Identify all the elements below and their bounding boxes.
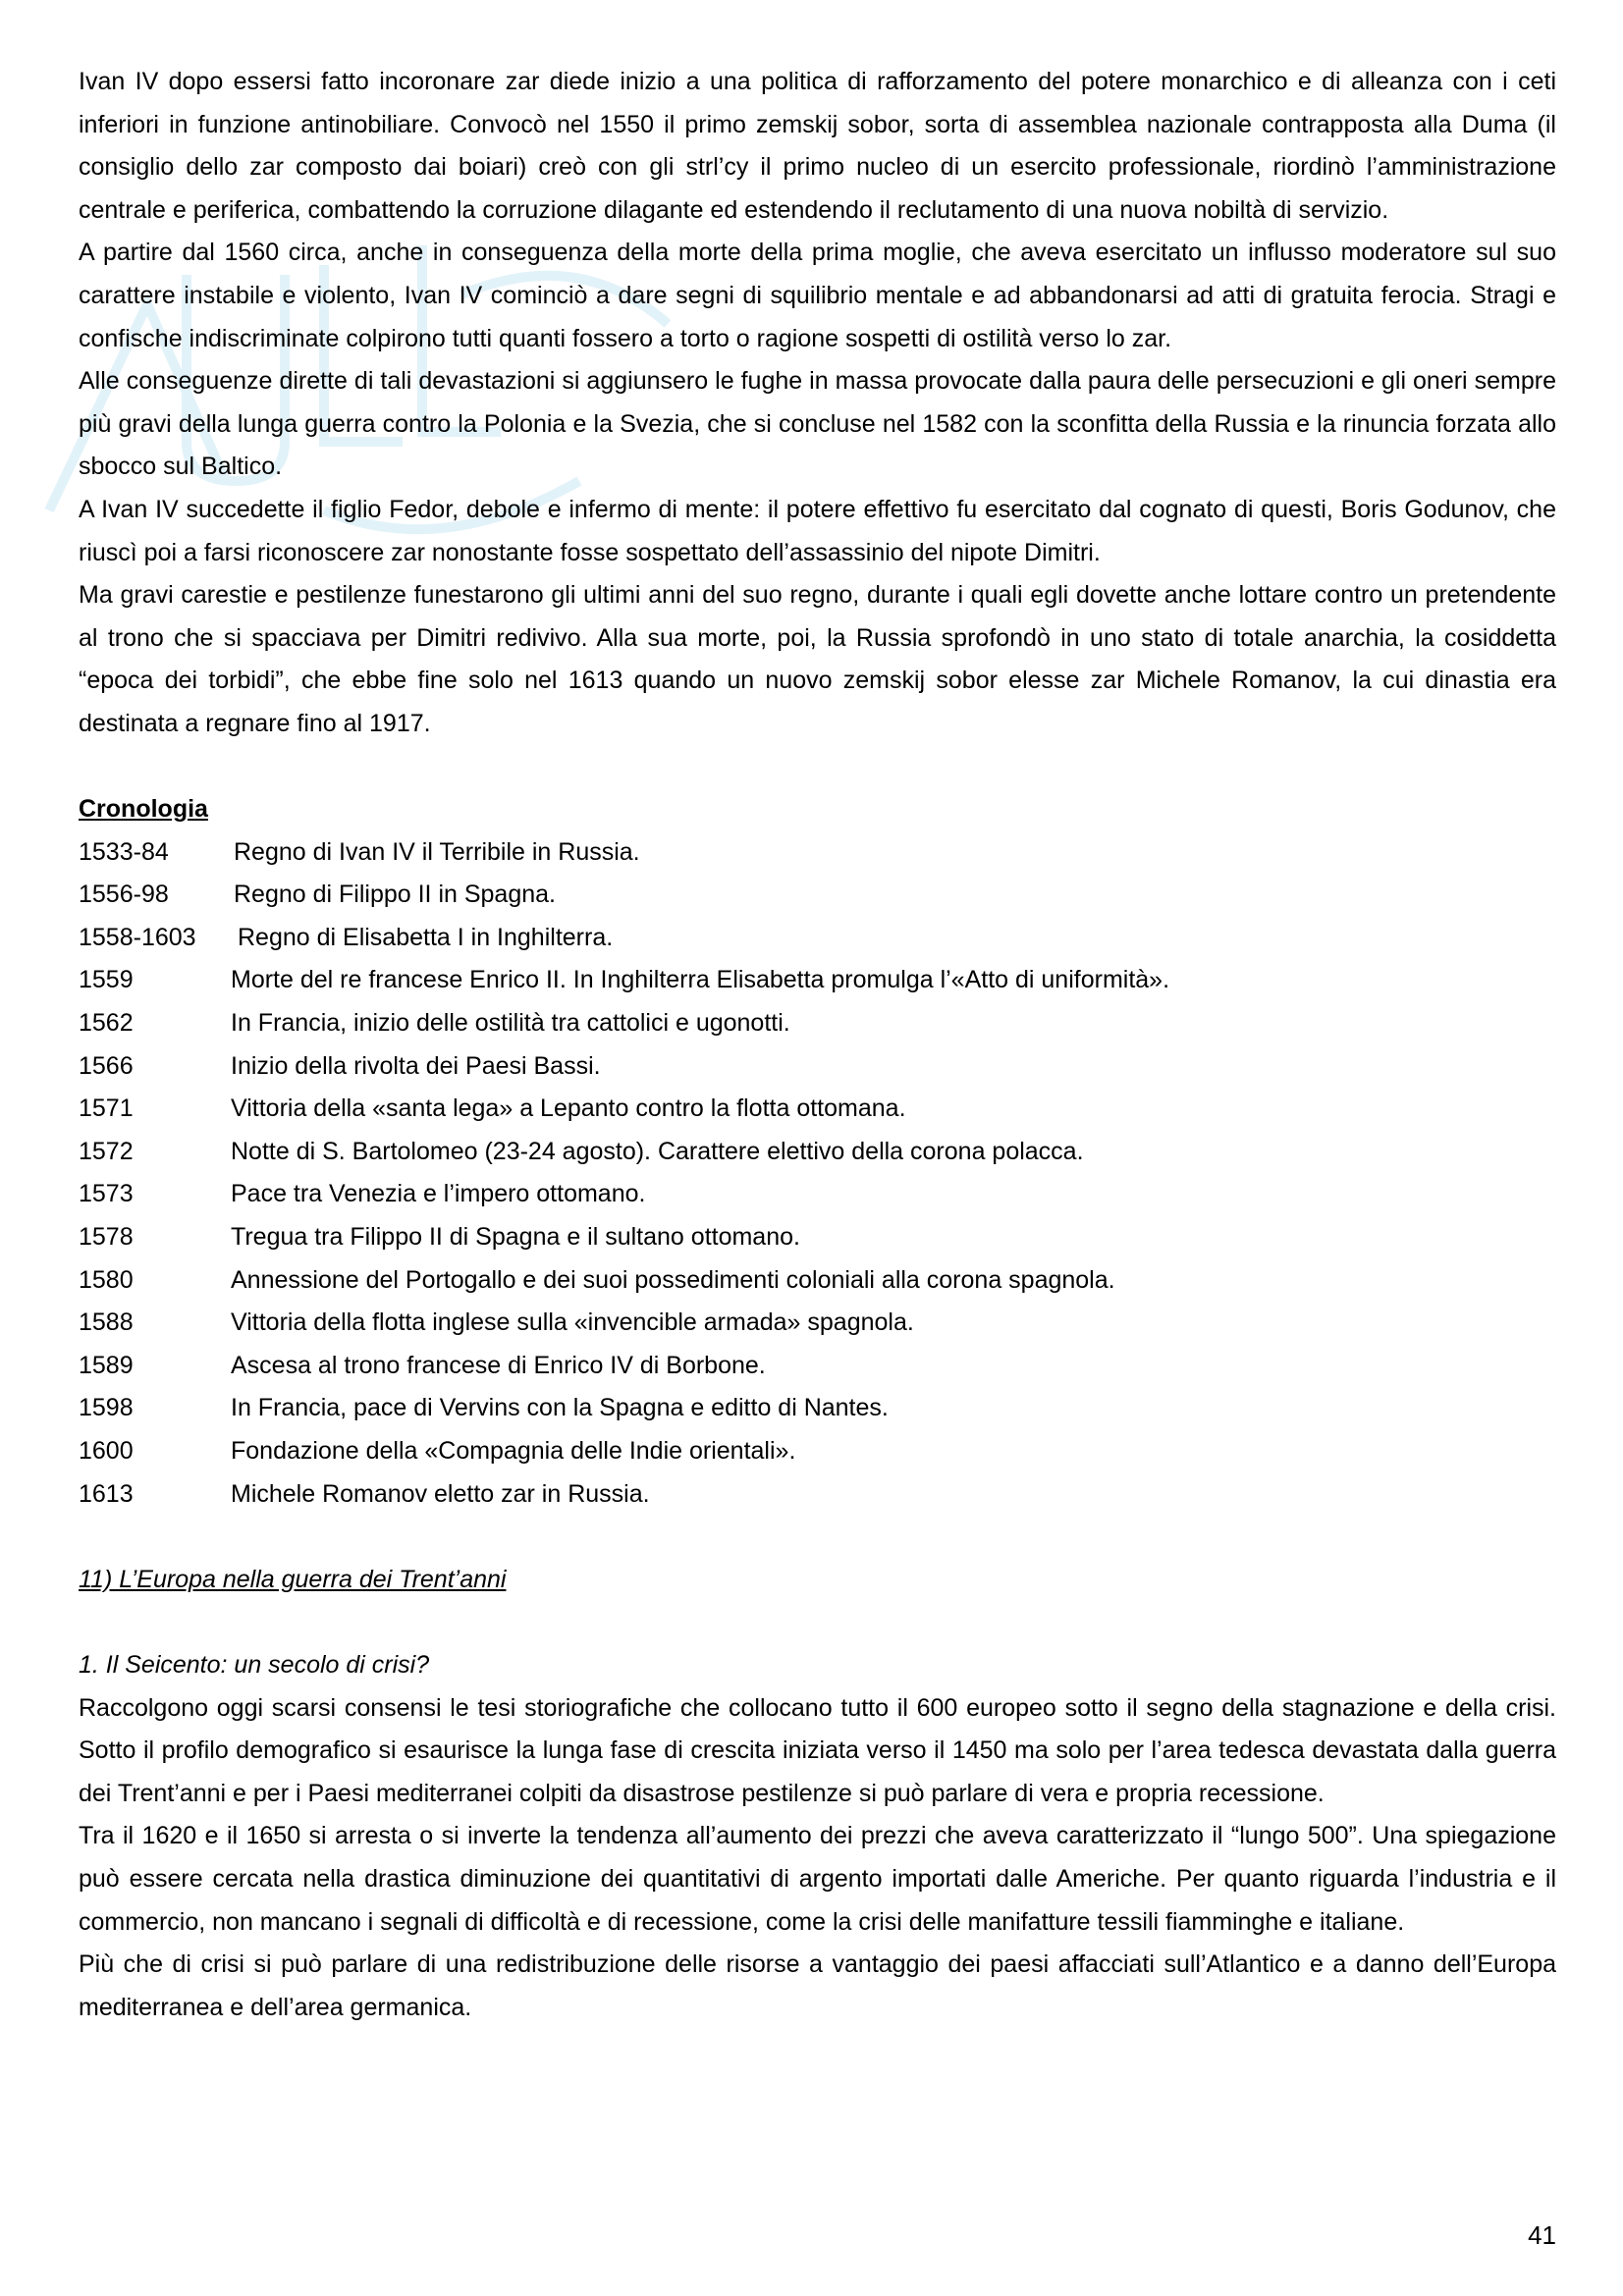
chronology-event: Regno di Elisabetta I in Inghilterra.	[238, 923, 614, 951]
chronology-year: 1559	[79, 966, 134, 994]
chronology-row	[79, 1131, 1556, 1174]
chronology-year: 1562	[79, 1009, 134, 1038]
chronology-year: 1589	[79, 1351, 134, 1379]
chronology-row	[79, 1216, 1556, 1259]
chronology-row	[79, 1045, 1556, 1089]
chronology-year: 1558-1603	[79, 923, 196, 951]
paragraph: Tra il 1620 e il 1650 si arresta o si inverte la tendenza all’aumento dei prezzi che aveva caratterizzato il “lungo 500”. Una spiegazione può essere cercata nella drastica diminuzione dei quantitativi di argento importati dalle Americhe. Per quanto riguarda l’industria e il commercio, non mancano i segnali di difficoltà e di recessione, come la crisi delle manifatture tessili fiamminghe e italiane.	[79, 1822, 1556, 1936]
chronology-event: Notte di S. Bartolomeo (23-24 agosto). Carattere elettivo della corona polacca.	[231, 1137, 1084, 1165]
chronology-row	[79, 1302, 1556, 1345]
chronology-row	[79, 874, 1556, 917]
paragraph: Ivan IV dopo essersi fatto incoronare zar diede inizio a una politica di rafforzamento del potere monarchico e di alleanza con i ceti inferiori in funzione antinobiliare. Convocò nel 1550 il primo zemskij sobor, sorta di assemblea nazionale contrapposta alla Duma (il consiglio dello zar composto dai boiari) creò con gli strl’cy il primo nucleo di un esercito professionale, riordinò l’amministrazione centrale e periferica, combattendo la corruzione dilagante ed estendendo il reclutamento di una nuova nobiltà di servizio.	[79, 68, 1556, 224]
chronology-row	[79, 1430, 1556, 1473]
section-title: 1. Il Seicento: un secolo di crisi?	[79, 1650, 430, 1679]
chronology-title: Cronologia	[79, 795, 208, 824]
chronology-year: 1572	[79, 1137, 134, 1165]
chronology-row	[79, 1387, 1556, 1430]
chronology-event: Inizio della rivolta dei Paesi Bassi.	[231, 1051, 601, 1080]
chapter-title: 11) L’Europa nella guerra dei Trent’anni	[79, 1565, 507, 1593]
chronology-row	[79, 1173, 1556, 1216]
chronology-event: Tregua tra Filippo II di Spagna e il sultano ottomano.	[231, 1223, 800, 1252]
chronology-year: 1580	[79, 1265, 134, 1294]
chronology-event: Regno di Filippo II in Spagna.	[234, 881, 556, 909]
section-paragraphs	[79, 1687, 1556, 2030]
chronology-event: Vittoria della «santa lega» a Lepanto contro la flotta ottomana.	[231, 1095, 906, 1123]
page-number: 41	[1528, 2220, 1556, 2250]
chronology-event: Vittoria della flotta inglese sulla «invencible armada» spagnola.	[231, 1308, 914, 1337]
intro-paragraphs	[79, 61, 1556, 746]
chronology-row	[79, 959, 1556, 1002]
chronology-year: 1600	[79, 1437, 134, 1465]
chronology-year: 1573	[79, 1180, 134, 1208]
paragraph: A Ivan IV succedette il figlio Fedor, debole e infermo di mente: il potere effettivo fu esercitato dal cognato di questi, Boris Godunov, che riuscì poi a farsi riconoscere zar nonostante fosse sospettato dell’assassinio del nipote Dimitri.	[79, 495, 1556, 566]
chronology-row	[79, 1259, 1556, 1303]
chronology-year: 1598	[79, 1394, 134, 1422]
paragraph: A partire dal 1560 circa, anche in conseguenza della morte della prima moglie, che aveva esercitato un influsso moderatore sul suo carattere instabile e violento, Ivan IV cominciò a dare segni di squilibrio mentale e ad abbandonarsi ad atti di gratuita ferocia. Stragi e confische indiscriminate colpirono tutti quanti fossero a torto o ragione sospetti di ostilità verso lo zar.	[79, 239, 1556, 352]
paragraph: Alle conseguenze dirette di tali devastazioni si aggiunsero le fughe in massa provocate dalla paura delle persecuzioni e gli oneri sempre più gravi della lunga guerra contro la Polonia e la Svezia, che si concluse nel 1582 con la sconfitta della Russia e la rinuncia forzata allo sbocco sul Baltico.	[79, 367, 1556, 481]
chronology-section	[79, 788, 1556, 1516]
paragraph: Raccolgono oggi scarsi consensi le tesi storiografiche che collocano tutto il 600 europeo sotto il segno della stagnazione e della crisi. Sotto il profilo demografico si esaurisce la lunga fase di crescita iniziata verso il 1450 ma solo per l’area tedesca devastata dalla guerra dei Trent’anni e per i Paesi mediterranei colpiti da disastrose pestilenze si può parlare di vera e propria recessione.	[79, 1693, 1556, 1807]
chronology-year: 1613	[79, 1479, 134, 1508]
chronology-year: 1588	[79, 1308, 134, 1337]
chronology-event: Michele Romanov eletto zar in Russia.	[231, 1479, 650, 1508]
chronology-row	[79, 1088, 1556, 1131]
paragraph: Ma gravi carestie e pestilenze funestarono gli ultimi anni del suo regno, durante i quali egli dovette anche lottare contro un pretendente al trono che si spacciava per Dimitri redivivo. Alla sua morte, poi, la Russia sprofondò in uno stato di totale anarchia, la cosiddetta “epoca dei torbidi”, che ebbe fine solo nel 1613 quando un nuovo zemskij sobor elesse zar Michele Romanov, la cui dinastia era destinata a regnare fino al 1917.	[79, 581, 1556, 737]
chronology-year: 1533-84	[79, 837, 169, 866]
chronology-event: Fondazione della «Compagnia delle Indie orientali».	[231, 1437, 796, 1465]
chronology-row	[79, 831, 1556, 875]
chronology-event: In Francia, pace di Vervins con la Spagna e editto di Nantes.	[231, 1394, 889, 1422]
chronology-row	[79, 1473, 1556, 1517]
paragraph: Più che di crisi si può parlare di una redistribuzione delle risorse a vantaggio dei paesi affacciati sull’Atlantico e a danno dell’Europa mediterranea e dell’area germanica.	[79, 1950, 1556, 2021]
chronology-row	[79, 1345, 1556, 1388]
chronology-event: In Francia, inizio delle ostilità tra cattolici e ugonotti.	[231, 1009, 790, 1038]
chronology-year: 1571	[79, 1095, 134, 1123]
chronology-row	[79, 917, 1556, 960]
chronology-row	[79, 1002, 1556, 1045]
chronology-event: Morte del re francese Enrico II. In Inghilterra Elisabetta promulga l’«Atto di uniformità».	[231, 966, 1170, 994]
chronology-event: Pace tra Venezia e l’impero ottomano.	[231, 1180, 646, 1208]
document-page	[79, 61, 1556, 2029]
chronology-year: 1556-98	[79, 881, 169, 909]
chronology-year: 1566	[79, 1051, 134, 1080]
chronology-event: Annessione del Portogallo e dei suoi possedimenti coloniali alla corona spagnola.	[231, 1265, 1115, 1294]
chronology-event: Regno di Ivan IV il Terribile in Russia.	[234, 837, 640, 866]
chronology-year: 1578	[79, 1223, 134, 1252]
chronology-event: Ascesa al trono francese di Enrico IV di Borbone.	[231, 1351, 766, 1379]
